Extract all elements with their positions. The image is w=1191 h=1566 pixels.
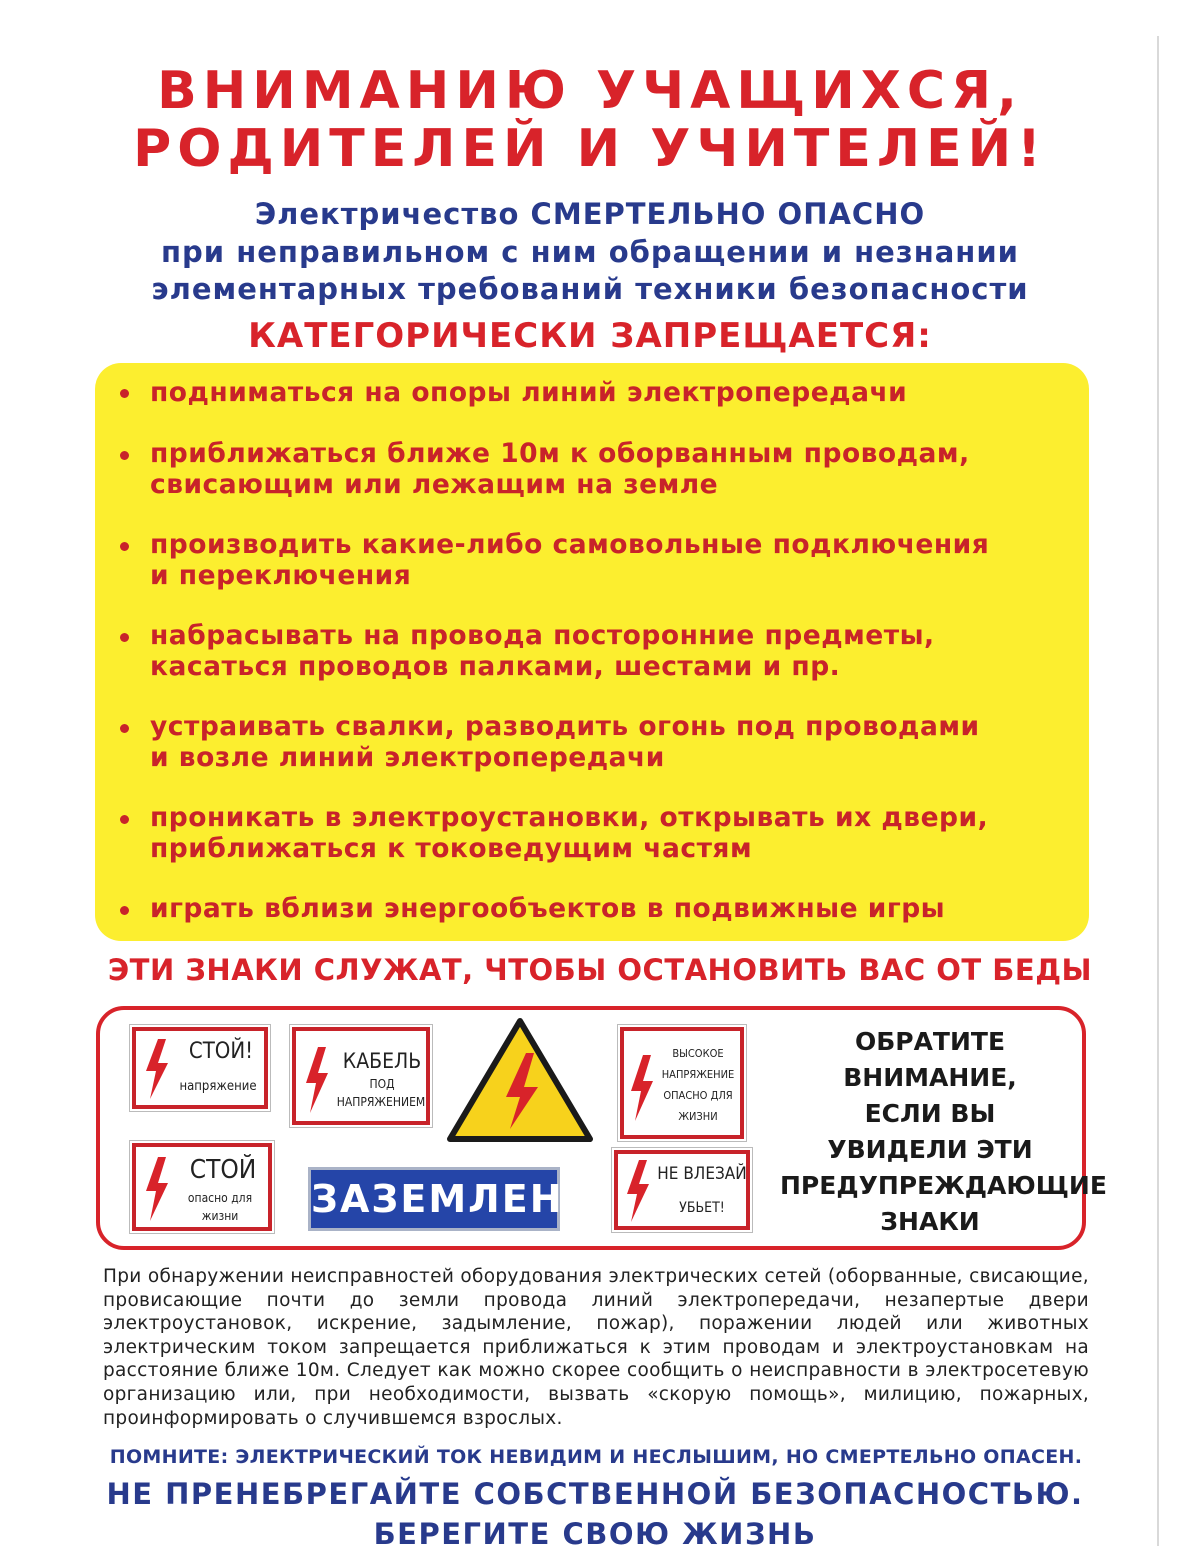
prohibition-item: устраивать свалки, разводить огонь под проводами и возле линий электропередачи — [150, 711, 980, 773]
prohibition-item: подниматься на опоры линий электропередачи — [150, 377, 908, 408]
bullet — [120, 724, 129, 733]
closing-line-1: НЕ ПРЕНЕБРЕГАЙТЕ СОБСТВЕННОЙ БЕЗОПАСНОСТЬЮ. — [106, 1477, 1084, 1511]
bullet — [120, 815, 129, 824]
lightning-bolt-icon — [302, 1045, 332, 1115]
bullet — [120, 451, 129, 460]
prohibition-item: играть вблизи энергообъектов в подвижные игры — [150, 893, 946, 924]
prohibition-item: производить какие-либо самовольные подключения и переключения — [150, 529, 990, 591]
page-edge — [1157, 36, 1159, 1546]
sign-dont-climb: НЕ ВЛЕЗАЙ УБЬЕТ! — [614, 1150, 750, 1230]
lightning-bolt-icon — [624, 1158, 652, 1224]
prohibition-item: проникать в электроустановки, открывать их двери, приближаться к токоведущим частям — [150, 802, 989, 864]
bullet — [120, 906, 129, 915]
sign-high-voltage: ВЫСОКОЕ НАПРЯЖЕНИЕ ОПАСНО ДЛЯ ЖИЗНИ — [620, 1027, 744, 1139]
lightning-bolt-icon — [142, 1155, 172, 1223]
bullet — [120, 389, 129, 398]
instructions-paragraph: При обнаружении неисправностей оборудования электрических сетей (оборванные, свисающие, провисающие почти до земли провода линий электропередачи, незапертые двери электроустановок, искрение, задымление, пожар), поражении людей или животных электрическим током запрещается приближаться к этим проводам и электроустановкам на расстояние ближе 10м. Следует как можно скорее сообщить о неисправности в электросетевую организацию или, при необходимости, вызвать «скорую помощь», милицию, пожарных, проинформировать о случившемся взрослых. — [103, 1266, 1089, 1429]
prohibition-item: приближаться ближе 10м к оборванным проводам, свисающим или лежащим на земле — [150, 438, 970, 500]
warning-triangle-icon — [446, 1017, 594, 1143]
title-line-2: РОДИТЕЛЕЙ И УЧИТЕЛЕЙ! — [133, 119, 1047, 179]
subtitle-line-2: при неправильном с ним обращении и незнании — [161, 235, 1019, 269]
signs-heading: ЭТИ ЗНАКИ СЛУЖАТ, ЧТОБЫ ОСТАНОВИТЬ ВАС ОТ БЕДЫ — [107, 953, 1093, 987]
grounded-sign: ЗАЗЕМЛЕНО — [308, 1167, 560, 1231]
attention-text: ОБРАТИТЕ ВНИМАНИЕ, ЕСЛИ ВЫ УВИДЕЛИ ЭТИ ПРЕДУПРЕЖДАЮЩИЕ ЗНАКИ — [780, 1027, 1107, 1236]
lightning-bolt-icon — [628, 1053, 656, 1123]
sign-stop-life: СТОЙ опасно для жизни — [132, 1143, 272, 1231]
closing-line-2: БЕРЕГИТЕ СВОЮ ЖИЗНЬ — [373, 1517, 817, 1551]
prohibition-item: набрасывать на провода посторонние предметы, касаться проводов палками, шестами и пр. — [150, 620, 935, 682]
bullet — [120, 633, 129, 642]
sign-stop-voltage: СТОЙ! напряжение — [132, 1027, 268, 1109]
sign-cable: КАБЕЛЬ ПОД НАПРЯЖЕНИЕМ — [292, 1027, 430, 1125]
remember-line: ПОМНИТЕ: ЭЛЕКТРИЧЕСКИЙ ТОК НЕВИДИМ И НЕСЛЫШИМ, НО СМЕРТЕЛЬНО ОПАСЕН. — [109, 1446, 1083, 1468]
title-line-1: ВНИМАНИЮ УЧАЩИХСЯ, — [157, 61, 1023, 121]
subtitle-line-3: элементарных требований техники безопасности — [151, 272, 1029, 306]
poster-title — [40, 62, 1140, 178]
bullet — [120, 542, 129, 551]
subtitle-line-1: Электричество СМЕРТЕЛЬНО ОПАСНО — [254, 197, 926, 231]
forbidden-heading: КАТЕГОРИЧЕСКИ ЗАПРЕЩАЕТСЯ: — [248, 316, 932, 356]
